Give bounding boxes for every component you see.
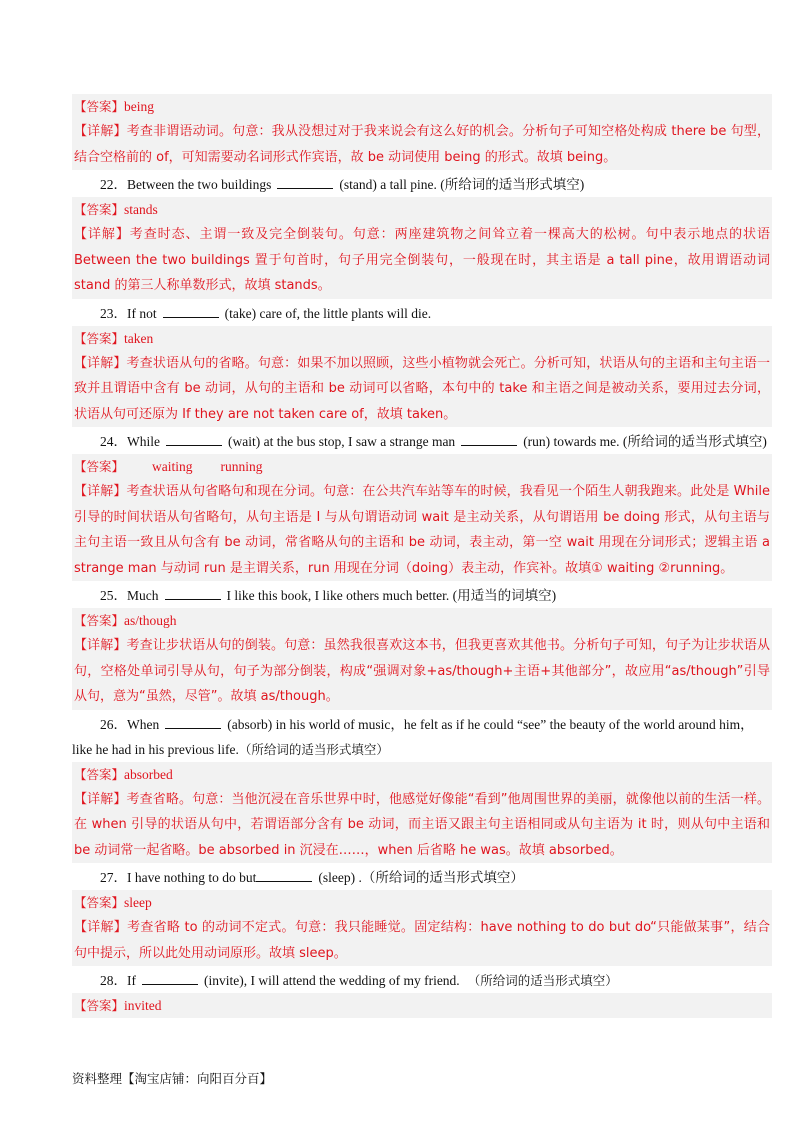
answer-26: 【答案】absorbed <box>72 762 772 787</box>
answer-blank <box>256 867 312 882</box>
detail-21: 【详解】考查非谓语动词。句意：我从没想过对于我来说会有这么好的机会。分析句子可知空格处构成 there be 句型，结合空格前的 of，可知需要动名词形式作宾语，故 be 动词使用 being 的形式。故填 being。 <box>72 119 772 170</box>
detail-24: 【详解】考查状语从句省略句和现在分词。句意：在公共汽车站等车的时候，我看见一个陌生人朝我跑来。此处是 While 引导的时间状语从句省略句，从句主语是 I 与从句谓语动词 wait 是主动关系，从句谓语用 be doing 形式，从句主语与主句主语一致且从句含有 be 动词，常省略从句的主语和 be 动词，表主动，第一空 wait 用现在分词形式；逻辑主语 a strange man 与动词 run 是主谓关系，run 用现在分词（doing）表主动，作宾补。故填① waiting ②running。 <box>72 479 772 581</box>
detail-22: 【详解】考查时态、主谓一致及完全倒装句。句意：两座建筑物之间耸立着一棵高大的松树。句中表示地点的状语 Between the two buildings 置于句首时，句子用完全倒装句，一般现在时，其主语是 a tall pine，故用谓语动词 stand 的第三人称单数形式，故填 stands。 <box>72 222 772 299</box>
answer-27: 【答案】sleep <box>72 890 772 915</box>
question-27: 27．I have nothing to do but (sleep) .（所给词的适当形式填空） <box>72 865 772 890</box>
answer-blank <box>165 714 221 729</box>
answer-blank <box>166 431 222 446</box>
question-25: 25．Much I like this book, I like others much better. (用适当的词填空) <box>72 583 772 608</box>
answer-blank <box>165 585 221 600</box>
answer-blank <box>461 431 517 446</box>
answer-24: 【答案】 waiting running <box>72 454 772 479</box>
content-area <box>72 94 772 1018</box>
answer-text: being <box>124 99 155 114</box>
question-28: 28．If (invite), I will attend the wedding of my friend. （所给词的适当形式填空） <box>72 968 772 993</box>
detail-25: 【详解】考查让步状语从句的倒装。句意：虽然我很喜欢这本书，但我更喜欢其他书。分析句子可知，句子为让步状语从句，空格处单词引导从句，句子为部分倒装，构成“强调对象+as/though+主语+其他部分”，故应用“as/though”引导从句，意为“虽然，尽管”。故填 as/though。 <box>72 633 772 710</box>
question-23: 23．If not (take) care of, the little plants will die. <box>72 301 772 326</box>
answer-blank <box>277 174 333 189</box>
question-24: 24．While (wait) at the bus stop, I saw a strange man (run) towards me. (所给词的适当形式填空) <box>72 429 772 454</box>
answer-28: 【答案】invited <box>72 993 772 1018</box>
answer-23: 【答案】taken <box>72 326 772 351</box>
detail-23: 【详解】考查状语从句的省略。句意：如果不加以照顾，这些小植物就会死亡。分析可知，状语从句的主语和主句主语一致并且谓语中含有 be 动词，从句的主语和 be 动词可以省略，本句中的 take 和主语之间是被动关系，要用过去分词，状语从句可还原为 If they are not taken care of，故填 taken。 <box>72 351 772 428</box>
question-26-line2: like he had in his previous life.（所给词的适当形式填空） <box>72 741 389 757</box>
detail-26: 【详解】考查省略。句意：当他沉浸在音乐世界中时，他感觉好像能“看到”他周围世界的美丽，就像他以前的生活一样。在 when 引导的状语从句中，若谓语部分含有 be 动词，而主语又跟主句主语相同或从句主语为 it 时，则从句中主语和 be 动词常一起省略。be absorbed in 沉浸在……，when 后省略 he was。故填 absorbed。 <box>72 787 772 864</box>
question-22: 22．Between the two buildings (stand) a tall pine. (所给词的适当形式填空) <box>72 172 772 197</box>
answer-blank <box>163 303 219 318</box>
answer-blank <box>142 970 198 985</box>
footer-source: 资料整理【淘宝店铺：向阳百分百】 <box>72 1071 273 1086</box>
answer-21: 【答案】being <box>72 94 772 119</box>
question-26: 26．When (absorb) in his world of music，he felt as if he could “see” the beauty of the world around him， <box>72 712 772 737</box>
detail-27: 【详解】考查省略 to 的动词不定式。句意：我只能睡觉。固定结构：have nothing to do but do“只能做某事”，结合句中提示，所以此处用动词原形。故填 sleep。 <box>72 915 772 966</box>
answer-22: 【答案】stands <box>72 197 772 222</box>
answer-25: 【答案】as/though <box>72 608 772 633</box>
